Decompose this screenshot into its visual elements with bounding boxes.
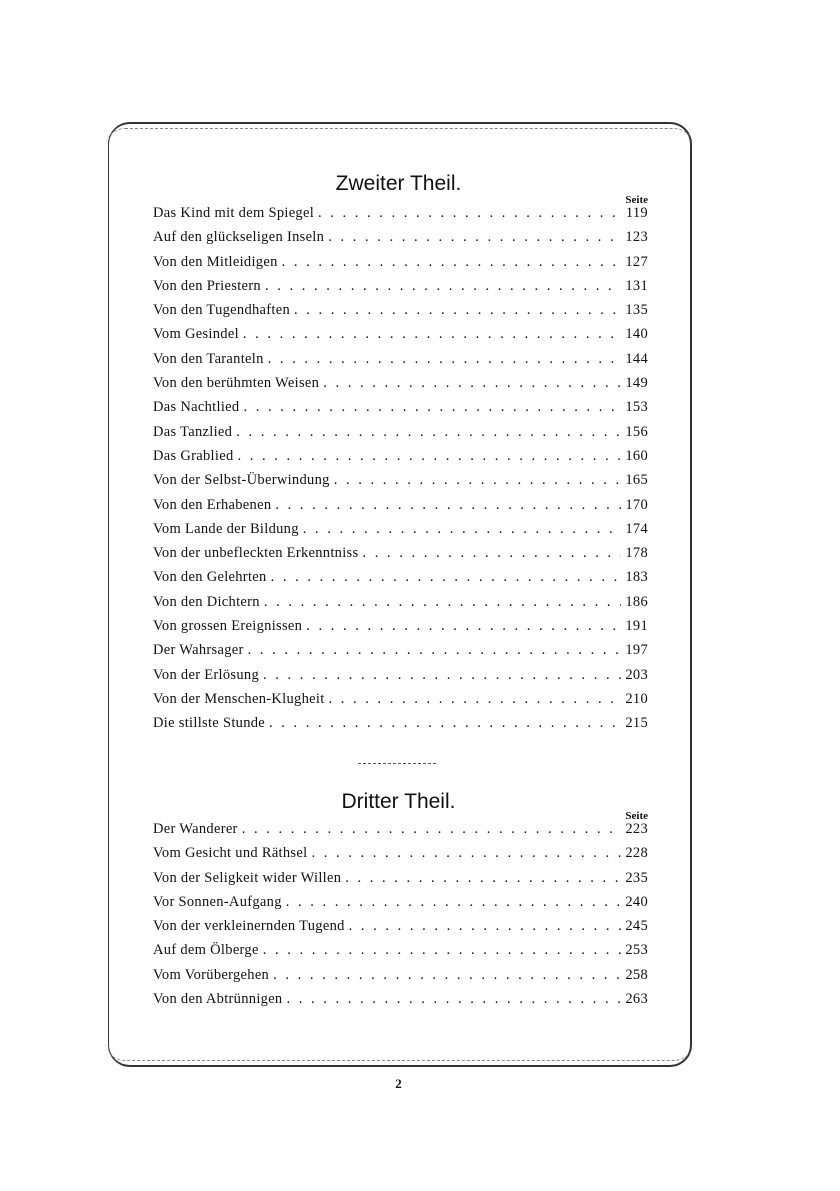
toc-entry-title: Vom Vorübergehen	[153, 966, 270, 983]
toc-entry-page: 263	[625, 991, 648, 1008]
dot-leader	[273, 967, 621, 984]
toc-entry-title: Von den Abtrünnigen	[153, 991, 283, 1008]
toc-entry[interactable]	[153, 545, 648, 569]
dot-leader	[264, 594, 622, 611]
toc-entry[interactable]	[153, 691, 648, 715]
toc-entry[interactable]	[153, 375, 648, 399]
toc-entry[interactable]	[153, 894, 648, 918]
toc-entry-page: 160	[625, 447, 648, 464]
dot-leader	[242, 821, 622, 838]
dot-leader	[271, 569, 622, 586]
toc-entry[interactable]	[153, 594, 648, 618]
toc-entry-page: 240	[625, 893, 648, 910]
toc-entry-title: Das Kind mit dem Spiegel	[153, 205, 315, 221]
toc-entry[interactable]	[153, 326, 648, 350]
toc-entry-title: Der Wanderer	[153, 821, 238, 837]
section-divider	[358, 763, 436, 764]
toc-entry[interactable]	[153, 472, 648, 496]
dot-leader	[323, 375, 621, 392]
dot-leader	[311, 845, 621, 862]
toc-entry-page: 144	[625, 350, 648, 367]
dot-leader	[286, 894, 622, 911]
toc-entry-title: Auf dem Ölberge	[153, 942, 259, 959]
toc-entry-title: Vom Gesindel	[153, 326, 239, 343]
toc-entry-page: 123	[625, 229, 648, 246]
toc-entry-title: Von den Taranteln	[153, 350, 264, 367]
toc-entry-page: 203	[625, 666, 648, 683]
toc-entry[interactable]	[153, 870, 648, 894]
toc-entry-page: 149	[625, 375, 648, 392]
toc-entry-title: Vom Lande der Bildung	[153, 520, 299, 537]
part-heading-zweiter: Zweiter Theil.	[335, 172, 462, 195]
toc-entry[interactable]	[153, 715, 648, 739]
toc-entry-title: Von der verkleinernden Tugend	[153, 918, 345, 935]
toc-entry-page: 245	[625, 918, 648, 935]
toc-entry-title: Das Grablied	[153, 447, 234, 464]
dot-leader	[294, 302, 621, 319]
toc-entry-title: Von den Erhabenen	[153, 496, 272, 513]
toc-entry[interactable]	[153, 205, 648, 229]
toc-entry-page: 210	[625, 690, 648, 707]
toc-entry[interactable]	[153, 569, 648, 593]
dot-leader	[268, 351, 622, 368]
toc-entry-title: Von der Menschen-Klugheit	[153, 690, 325, 707]
toc-entry-page: 119	[625, 205, 648, 221]
toc-entry-page: 191	[625, 618, 648, 635]
dot-leader	[286, 991, 621, 1008]
toc-entry-title: Von der unbefleckten Erkenntniss	[153, 545, 359, 562]
dot-leader	[263, 667, 621, 684]
toc-list-zweiter	[153, 205, 648, 740]
dot-leader	[243, 326, 621, 343]
seite-label: Seite	[625, 194, 648, 206]
toc-entry-title: Von der Erlösung	[153, 666, 260, 683]
toc-entry-title: Der Wahrsager	[153, 642, 244, 659]
dot-leader	[236, 424, 621, 441]
dot-leader	[318, 205, 622, 222]
toc-entry-title: Von den Dichtern	[153, 593, 260, 610]
dot-leader	[328, 229, 621, 246]
dot-leader	[349, 918, 622, 935]
dot-leader	[303, 521, 622, 538]
page-number: 2	[395, 1076, 402, 1091]
toc-entry-title: Von der Selbst-Überwindung	[153, 472, 330, 489]
toc-entry[interactable]	[153, 967, 648, 991]
toc-entry-page: 178	[625, 545, 648, 562]
toc-entry[interactable]	[153, 667, 648, 691]
toc-entry-page: 140	[625, 326, 648, 343]
dot-leader	[238, 448, 622, 465]
toc-entry[interactable]	[153, 942, 648, 966]
toc-entry-page: 131	[625, 277, 648, 294]
toc-entry[interactable]	[153, 497, 648, 521]
toc-entry-page: 228	[625, 845, 648, 862]
toc-entry[interactable]	[153, 278, 648, 302]
dot-leader	[329, 691, 622, 708]
toc-entry-title: Von den Priestern	[153, 277, 261, 294]
toc-entry-title: Von grossen Ereignissen	[153, 618, 303, 635]
toc-entry-page: 174	[625, 520, 648, 537]
toc-entry[interactable]	[153, 845, 648, 869]
toc-entry[interactable]	[153, 642, 648, 666]
toc-entry-title: Von den Mitleidigen	[153, 253, 278, 270]
toc-entry-page: 127	[625, 253, 648, 270]
dot-leader	[269, 715, 621, 732]
toc-entry-title: Vor Sonnen-Aufgang	[153, 893, 282, 910]
dot-leader	[248, 642, 622, 659]
dot-leader	[334, 472, 622, 489]
toc-entry-page: 235	[625, 869, 648, 886]
toc-entry-page: 215	[625, 715, 648, 732]
toc-entry[interactable]	[153, 618, 648, 642]
toc-entry-title: Von den Tugendhaften	[153, 302, 291, 319]
dot-leader	[362, 545, 621, 562]
toc-entry-title: Auf den glückseligen Inseln	[153, 229, 325, 246]
dot-leader	[243, 399, 621, 416]
toc-entry-page: 165	[625, 472, 648, 489]
toc-list-dritter	[153, 821, 648, 1015]
toc-entry[interactable]	[153, 399, 648, 423]
toc-entry[interactable]	[153, 424, 648, 448]
toc-entry[interactable]	[153, 448, 648, 472]
toc-entry-title: Das Tanzlied	[153, 423, 233, 440]
toc-entry-title: Von den berühmten Weisen	[153, 375, 320, 392]
toc-entry[interactable]	[153, 918, 648, 942]
toc-entry[interactable]	[153, 521, 648, 545]
toc-entry[interactable]	[153, 991, 648, 1015]
toc-entry[interactable]	[153, 302, 648, 326]
toc-entry-title: Von den Gelehrten	[153, 569, 267, 586]
toc-entry-page: 186	[625, 593, 648, 610]
toc-entry-page: 258	[625, 966, 648, 983]
toc-entry-page: 170	[625, 496, 648, 513]
toc-entry-title: Vom Gesicht und Räthsel	[153, 845, 308, 862]
toc-entry-page: 153	[625, 399, 648, 416]
dot-leader	[263, 942, 622, 959]
toc-entry-page: 253	[625, 942, 648, 959]
toc-entry-title: Von der Seligkeit wider Willen	[153, 869, 342, 886]
dot-leader	[282, 254, 622, 271]
part-heading-dritter: Dritter Theil.	[341, 790, 456, 813]
seite-label: Seite	[625, 810, 648, 822]
dot-leader	[265, 278, 621, 295]
dot-leader	[345, 870, 621, 887]
toc-entry[interactable]	[153, 351, 648, 375]
toc-entry[interactable]	[153, 229, 648, 253]
toc-entry-page: 183	[625, 569, 648, 586]
toc-entry[interactable]	[153, 254, 648, 278]
toc-entry-page: 223	[625, 821, 648, 837]
dot-leader	[306, 618, 621, 635]
toc-entry-page: 156	[625, 423, 648, 440]
dot-leader	[275, 497, 621, 514]
toc-entry[interactable]	[153, 821, 648, 845]
toc-entry-page: 197	[625, 642, 648, 659]
toc-entry-page: 135	[625, 302, 648, 319]
toc-entry-title: Die stillste Stunde	[153, 715, 266, 732]
toc-entry-title: Das Nachtlied	[153, 399, 240, 416]
